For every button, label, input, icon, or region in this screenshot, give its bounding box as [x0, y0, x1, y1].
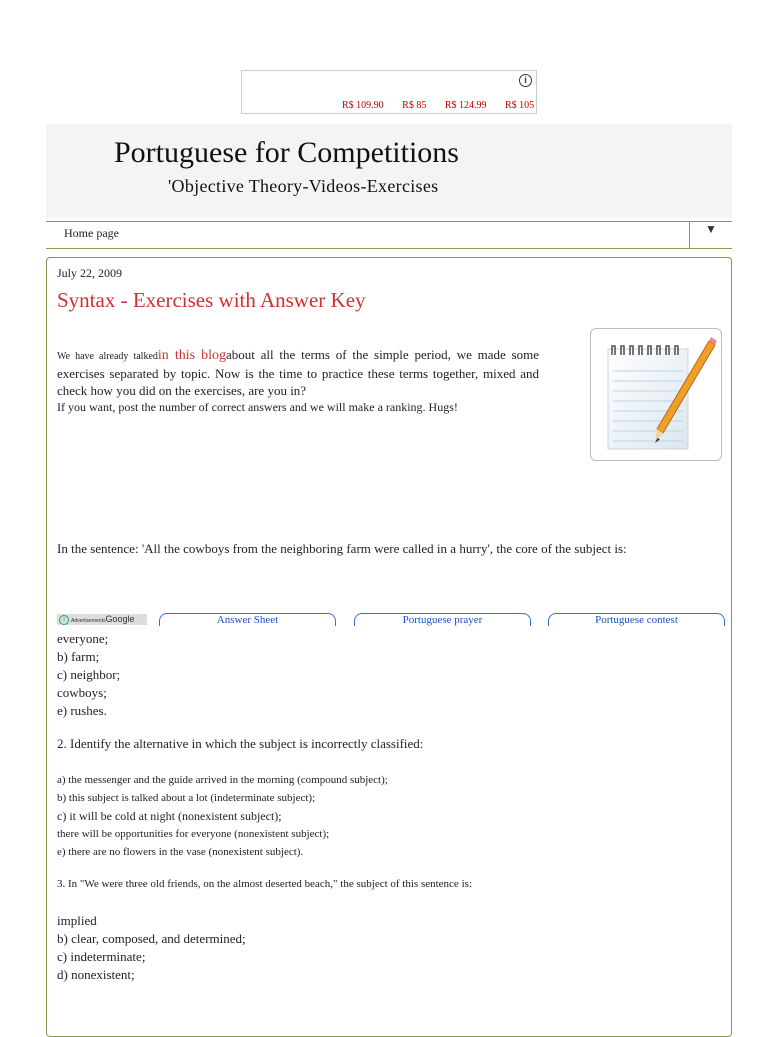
post-intro [57, 346, 539, 415]
ad-info-icon[interactable]: i [519, 74, 532, 87]
answer-option: everyone; [57, 631, 109, 646]
answer-option: implied [57, 913, 97, 928]
answer-option: d) nonexistent; [57, 967, 135, 982]
post-title[interactable]: Syntax - Exercises with Answer Key [57, 288, 366, 312]
nav-bar [46, 221, 732, 249]
question-1: In the sentence: 'All the cowboys from the neighboring farm were called in a hurry', the core of the subject is: [57, 541, 627, 556]
top-ad-banner[interactable] [241, 70, 537, 114]
nav-menu-toggle-icon[interactable]: ▼ [689, 222, 732, 248]
intro-blog-link[interactable]: in this blog [157, 348, 226, 363]
ad-link-portuguese-prayer[interactable]: Portuguese prayer [354, 613, 531, 626]
info-icon: i [59, 615, 69, 625]
answer-option: a) the messenger and the guide arrived in the morning (compound subject); [57, 774, 388, 786]
post-date: July 22, 2009 [57, 266, 123, 280]
question-3: 3. In "We were three old friends, on the almost deserted beach," the subject of this sentence is: [57, 878, 472, 890]
adchoices-badge[interactable]: i AdvertisementsGoogle [57, 614, 147, 625]
ad-link-answer-sheet[interactable]: Answer Sheet [159, 613, 336, 626]
notepad-pencil-icon [591, 329, 721, 460]
answer-option: e) rushes. [57, 703, 107, 718]
google-ad-links-bar [57, 613, 727, 627]
answer-option: e) there are no flowers in the vase (nonexistent subject). [57, 846, 304, 858]
question-1-answers [57, 630, 120, 720]
question-2-answers [57, 771, 388, 861]
answer-option: c) indeterminate; [57, 949, 146, 964]
ad-price[interactable]: R$ 85 [402, 100, 427, 111]
answer-option: there will be opportunities for everyone (nonexistent subject); [57, 828, 330, 840]
ad-price[interactable]: R$ 105 [505, 100, 535, 111]
ad-price-list[interactable] [342, 100, 550, 111]
answer-option: b) clear, composed, and determined; [57, 931, 246, 946]
intro-text: about all the terms of the simple period, we made some exercises separated by topic. Now is the time to practice these terms together, mixed and check how you did on the exercises, are you in? [57, 347, 540, 398]
question-3-answers [57, 912, 246, 984]
answer-option: c) neighbor; [57, 667, 121, 682]
blog-title[interactable]: Portuguese for Competitions [114, 136, 459, 169]
ad-price[interactable]: R$ 109.90 [342, 100, 384, 111]
intro-ranking-note: If you want, post the number of correct answers and we will make a ranking. Hugs! [57, 400, 458, 414]
ad-price[interactable]: R$ 124.99 [444, 100, 487, 111]
nav-home-link[interactable]: Home page [64, 226, 119, 240]
blog-header-banner[interactable] [46, 124, 732, 218]
ad-link-portuguese-contest[interactable]: Portuguese contest [548, 613, 725, 626]
blog-subtitle: 'Objective Theory-Videos-Exercises [168, 176, 439, 196]
notepad-pencil-image[interactable] [590, 328, 722, 461]
answer-option: b) this subject is talked about a lot (indeterminate subject); [57, 792, 316, 804]
answer-option: cowboys; [57, 685, 107, 700]
question-2: 2. Identify the alternative in which the subject is incorrectly classified: [57, 736, 424, 751]
answer-option: b) farm; [57, 649, 100, 664]
answer-option: c) it will be cold at night (nonexistent subject); [57, 809, 282, 823]
blog-post [46, 257, 732, 1037]
intro-lead: We have already talked [57, 351, 158, 362]
